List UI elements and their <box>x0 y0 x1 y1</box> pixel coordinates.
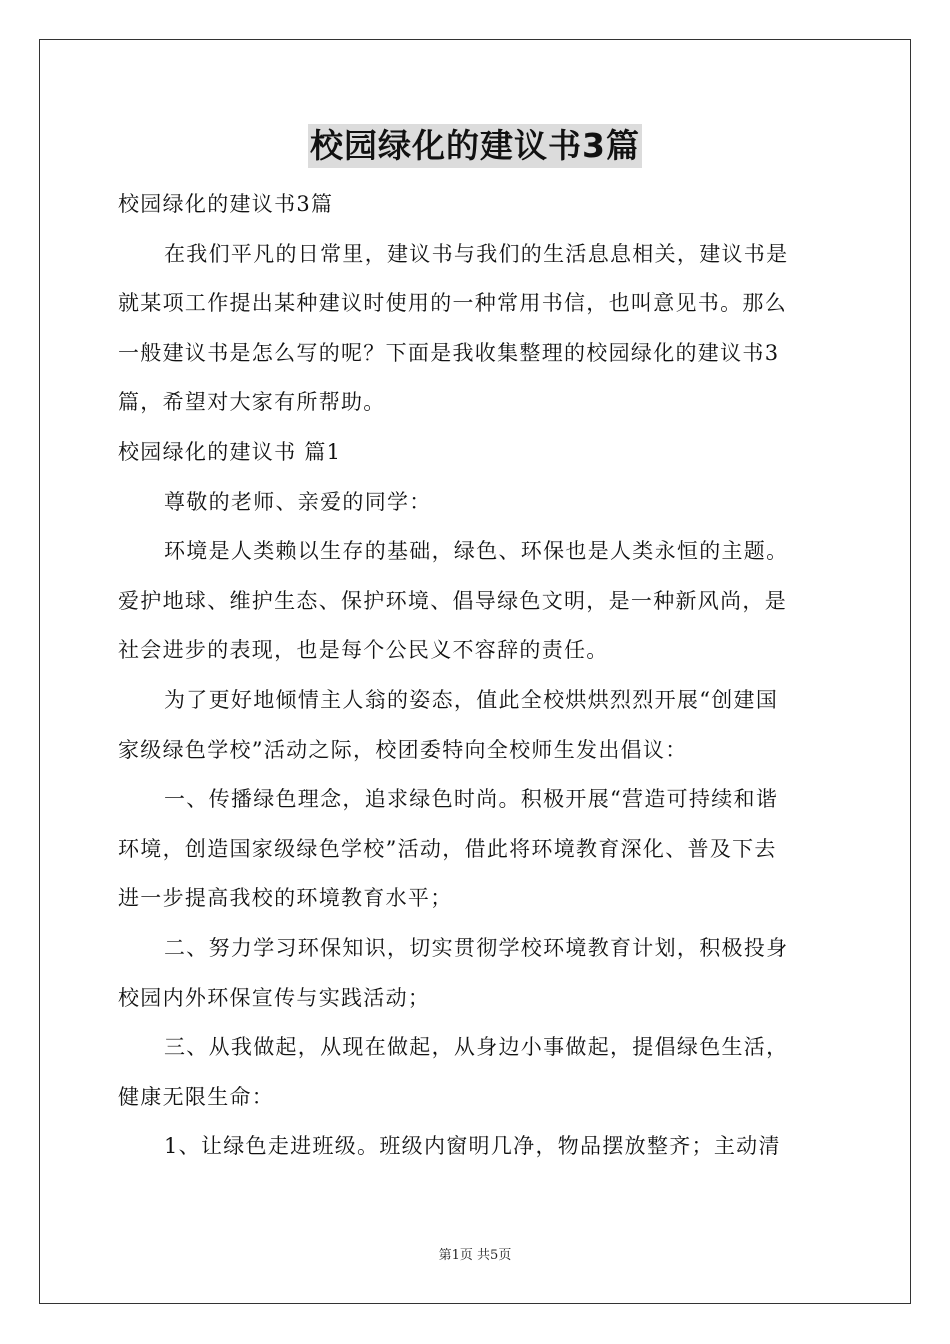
paragraph-line: 二、努力学习环保知识，切实贯彻学校环境教育计划，积极投身 <box>164 935 789 960</box>
subtitle-line: 校园绿化的建议书3篇 <box>118 192 334 216</box>
page-footer: 第1页 共5页 <box>438 1248 512 1263</box>
document-body <box>118 180 834 1172</box>
paragraph-line: 为了更好地倾情主人翁的姿态，值此全校烘烘烈烈开展“创建国 <box>164 687 779 712</box>
paragraph-line: 环境，创造国家级绿色学校”活动，借此将环境教育深化、普及下去 <box>118 836 777 861</box>
paragraph-line: 就某项工作提出某种建议时使用的一种常用书信，也叫意见书。那么 <box>118 291 787 316</box>
paragraph-line: 1、让绿色走进班级。班级内窗明几净，物品摆放整齐；主动清 <box>164 1134 781 1159</box>
paragraph-line: 在我们平凡的日常里，建议书与我们的生活息息相关，建议书是 <box>164 241 789 266</box>
paragraph-line: 篇，希望对大家有所帮助。 <box>118 390 386 415</box>
section-heading: 校园绿化的建议书 篇1 <box>118 439 342 464</box>
paragraph-line: 三、从我做起，从现在做起，从身边小事做起，提倡绿色生活， <box>164 1035 789 1060</box>
title-container <box>0 124 950 168</box>
paragraph-line: 社会进步的表现，也是每个公民义不容辞的责任。 <box>118 638 609 663</box>
paragraph-line: 家级绿色学校”活动之际，校团委特向全校师生发出倡议： <box>118 737 688 762</box>
paragraph-line: 进一步提高我校的环境教育水平； <box>118 886 453 911</box>
salutation-line: 尊敬的老师、亲爱的同学： <box>164 489 432 514</box>
paragraph-line: 爱护地球、维护生态、保护环境、倡导绿色文明，是一种新风尚，是 <box>118 588 787 613</box>
document-title: 校园绿化的建议书3篇 <box>308 124 642 168</box>
paragraph-line: 一般建议书是怎么写的呢？下面是我收集整理的校园绿化的建议书3 <box>118 340 780 365</box>
paragraph-line: 校园内外环保宣传与实践活动； <box>118 985 431 1010</box>
paragraph-line: 健康无限生命： <box>118 1084 275 1109</box>
paragraph-line: 一、传播绿色理念，追求绿色时尚。积极开展“营造可持续和谐 <box>164 787 779 812</box>
paragraph-line: 环境是人类赖以生存的基础，绿色、环保也是人类永恒的主题。 <box>164 539 789 564</box>
